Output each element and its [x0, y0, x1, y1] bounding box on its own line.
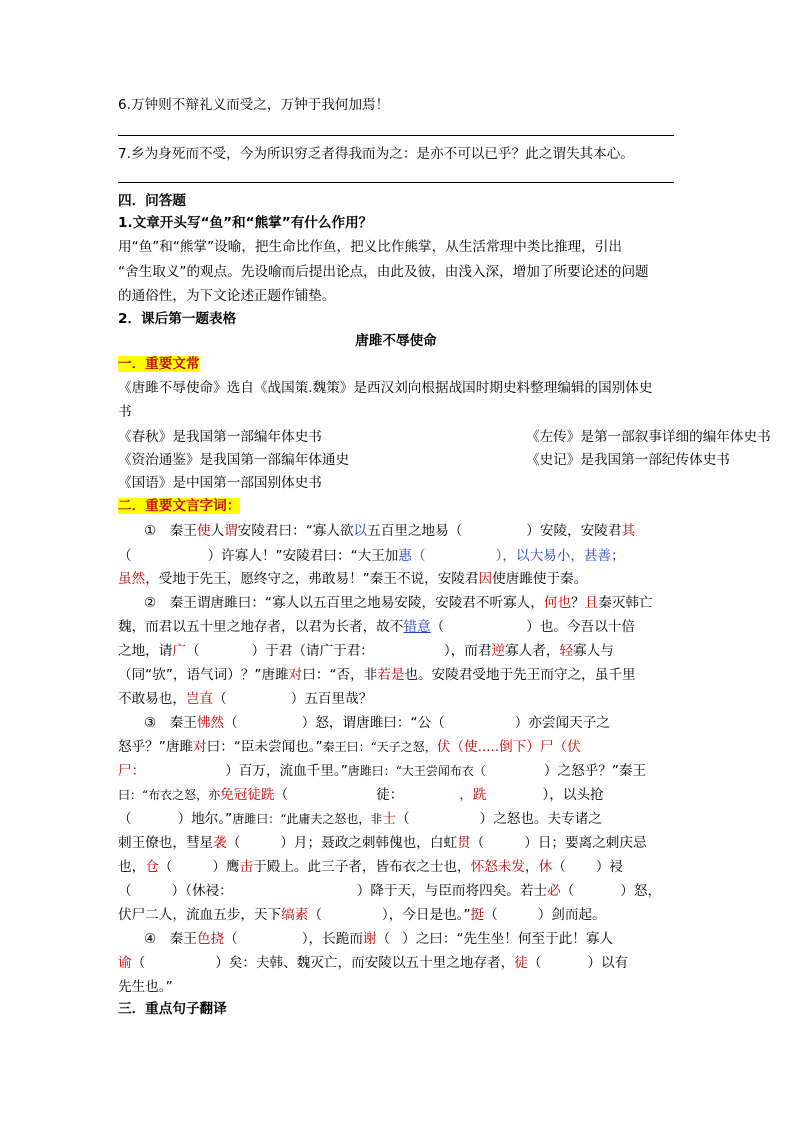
text-span: ）矣：夫韩、魏灭亡，而安陵以五十里之地存者， — [215, 955, 515, 971]
section-heading-translation: 三．重点句子翻译 — [118, 1001, 227, 1017]
text-span: 缟素 — [281, 907, 309, 923]
question-1: 1.文章开头写“鱼”和“熊掌”有什么作用？ — [118, 215, 373, 231]
text-line — [118, 545, 674, 567]
text-span: 虽然 — [118, 571, 146, 587]
text-span: 仓 — [145, 859, 159, 875]
section-heading-literary-knowledge — [118, 353, 674, 375]
text-line: 先生也。” — [118, 979, 173, 995]
sentence-6: 6.万钟则不辩礼义而受之，万钟于我何加焉！ — [118, 97, 390, 113]
text-span: ），长跪而 — [301, 931, 363, 947]
text-span: 怀怒未发 — [470, 859, 526, 875]
text-span: ）之曰：“先生坐！何至于此！寡人 — [402, 931, 614, 947]
text-span: 秦王曰：“天子之怒， — [322, 740, 437, 754]
text-span: （ — [412, 548, 426, 564]
text-span: （ — [158, 859, 173, 875]
text-span: ）于君（请广于君： — [251, 643, 374, 659]
text-span: （ — [224, 931, 238, 947]
text-span: ）百万，流血千里。” — [225, 763, 348, 779]
text-span: 尸： — [118, 763, 146, 779]
text-span: 士 — [382, 811, 396, 827]
text-span: 人 — [210, 523, 225, 539]
text-span: 秦灭韩亡 — [598, 595, 653, 611]
text-line — [118, 426, 771, 448]
text-span: 因 — [478, 571, 493, 587]
text-span: ），今日是也。” — [381, 907, 471, 923]
text-span: 五百里之地易（ — [367, 523, 463, 539]
text-span: 谢 — [362, 931, 377, 947]
answer-line-2: “舍生取义”的观点。先设喻而后提出论点，由此及彼，由浅入深，增加了所要论述的问题 — [118, 264, 649, 280]
text-span: 广 — [172, 643, 186, 659]
text-span: 对 — [193, 739, 207, 755]
text-line — [118, 904, 674, 926]
text-span: 错意 — [403, 619, 431, 635]
text-span: ③ 秦王 — [144, 715, 197, 731]
text-line — [118, 736, 674, 758]
text-span: （ — [527, 955, 542, 971]
text-span: ）地尔。” — [177, 811, 233, 827]
text-line — [118, 449, 730, 471]
text-span: ，跣 — [459, 787, 487, 803]
text-span: ）之怒乎？”秦王 — [543, 763, 647, 779]
text-span: 寡人与 — [573, 643, 614, 659]
text-span: ④ 秦王 — [144, 931, 197, 947]
text-span: 且 — [584, 595, 599, 611]
fact-b: 《左传》是第一部叙事详细的编年体史书 — [526, 429, 771, 445]
text-line — [118, 856, 674, 878]
text-span: 击 — [239, 859, 254, 875]
text-span: （ — [131, 955, 146, 971]
fact-a: 《春秋》是我国第一部编年体史书 — [118, 429, 322, 445]
fact-d: 《史记》是我国第一部纪传体史书 — [526, 452, 730, 468]
answer-line-3: 的通俗性，为下文论述正题作铺垫。 — [118, 288, 336, 304]
text-span: 谕 — [118, 955, 132, 971]
text-span: （ — [560, 883, 575, 899]
lesson-title: 唐雎不辱使命 — [355, 333, 437, 349]
text-span: ）五百里哉？ — [290, 691, 373, 707]
text-span: 唐雎曰：“大王尝闻布衣（ — [347, 764, 486, 778]
text-span: 岂直 — [185, 691, 214, 707]
text-line — [118, 664, 674, 686]
text-span: 以 — [353, 523, 368, 539]
section-heading: 四．问答题 — [118, 193, 186, 209]
text-span: （ — [430, 619, 445, 635]
text-span: ）月；聂政之刺韩傀也，白虹 — [280, 835, 458, 851]
text-span: 徒 — [514, 955, 528, 971]
text-span: 刺王僚也，彗星 — [118, 835, 214, 851]
text-span: 谓 — [224, 523, 238, 539]
text-span: 曰：“布衣之怒，亦 — [118, 788, 221, 802]
text-span: 色挠 — [196, 931, 225, 947]
text-line: 书 — [118, 404, 132, 420]
question-2: 2．课后第一题表格 — [118, 311, 237, 327]
text-span: 免冠徒跣 — [220, 787, 275, 803]
text-span: ？ — [571, 595, 585, 611]
text-line — [118, 784, 674, 806]
text-span: ① 秦王 — [144, 523, 197, 539]
text-span: ， — [525, 859, 539, 875]
text-span: 不敢易也， — [118, 691, 186, 707]
text-span: 对 — [288, 667, 303, 683]
text-span: 贯 — [457, 835, 471, 851]
fact-c: 《资治通鉴》是我国第一部编年体通史 — [118, 452, 350, 468]
text-span: （ — [185, 643, 200, 659]
text-span: 安陵君曰：“寡人欲 — [237, 523, 354, 539]
text-span: 寡人者， — [505, 643, 560, 659]
answer-line — [118, 135, 674, 136]
text-span: （ — [118, 811, 132, 827]
text-span: 也。安陵君受地于先王而守之，虽千里 — [404, 667, 636, 683]
text-span: 何也 — [543, 595, 572, 611]
text-span: 若是 — [377, 667, 405, 683]
text-line — [118, 712, 700, 734]
text-span: ）（休祲： — [171, 883, 233, 899]
text-span: （ — [484, 907, 498, 923]
text-span: ），而君 — [443, 643, 492, 659]
text-span: 袭 — [213, 835, 227, 851]
answer-line — [118, 182, 674, 183]
text-line: 《国语》是中国第一部国别体史书 — [118, 475, 322, 491]
text-line — [118, 808, 674, 830]
text-span: 曰：“臣未尝闻也。” — [206, 739, 323, 755]
text-line — [118, 832, 674, 854]
text-span: 怫然 — [196, 715, 225, 731]
text-span: ）之怒也。夫专诸之 — [479, 811, 602, 827]
text-span: 曰：“否，非 — [302, 667, 378, 683]
text-span: ）鹰 — [212, 859, 240, 875]
text-span: ）降于天，与臣而将四矣。若士 — [356, 883, 548, 899]
text-span: 使 — [196, 523, 211, 539]
text-line — [118, 568, 674, 590]
text-span: 之地，请 — [118, 643, 173, 659]
answer-line-1: 用“鱼”和“熊掌”设喻，把生命比作鱼，把义比作熊掌，从生活常理中类比推理，引出 — [118, 239, 622, 255]
text-span: （ — [213, 691, 227, 707]
text-line — [118, 880, 674, 902]
text-span: 唐雎曰：“此庸夫之怒也，非 — [232, 812, 383, 826]
text-span: ）祲 — [595, 859, 623, 875]
text-span: 休 — [538, 859, 553, 875]
text-span: 使唐雎使于秦。 — [492, 571, 588, 587]
text-span: ）怒，谓唐雎曰：“公（ — [301, 715, 445, 731]
text-span: （ — [470, 835, 485, 851]
text-span: ）也。今吾以十倍 — [526, 619, 635, 635]
text-span: （ — [118, 883, 132, 899]
text-span: ，受地于先王，愿终守之，弗敢易！”秦王不说，安陵君 — [145, 571, 479, 587]
highlight: 一．重要文常 — [118, 356, 200, 372]
highlight: 二．重要文言字词： — [118, 498, 241, 514]
text-span: （ — [226, 835, 241, 851]
sentence-7: 7.乡为身死而不受，今为所识穷乏者得我而为之：是亦不可以已乎？此之谓失其本心。 — [118, 146, 634, 162]
text-span: ），以大易小，甚善； — [495, 548, 625, 564]
text-span: 挺 — [470, 907, 485, 923]
text-span: 逆 — [491, 643, 506, 659]
text-span: （ — [118, 548, 132, 564]
text-line — [118, 520, 700, 542]
section-heading-vocabulary — [118, 495, 674, 517]
text-span: ② 秦王谓唐雎曰：“寡人以五百里之地易安陵，安陵君不听寡人， — [144, 595, 544, 611]
text-span: 伏尸二人，流血五步，天下 — [118, 907, 282, 923]
text-span: ）许寡人！”安陵君曰：“大王加 — [207, 548, 399, 564]
text-line — [118, 688, 674, 710]
text-line — [118, 616, 674, 638]
text-span: 徒： — [376, 787, 404, 803]
text-span: （ — [224, 715, 238, 731]
text-span: （ — [274, 787, 289, 803]
text-span: （ — [552, 859, 566, 875]
text-span: 必 — [547, 883, 561, 899]
text-line — [118, 760, 674, 782]
text-line — [118, 640, 674, 662]
text-span: （同“欤”，语气词）？”唐雎 — [118, 667, 289, 683]
text-span: ），以头抢 — [542, 787, 604, 803]
text-span: ）剑而起。 — [537, 907, 606, 923]
text-span: ）安陵，安陵君 — [526, 523, 622, 539]
text-span: 其 — [621, 523, 636, 539]
text-span: 伏（使.....倒下）尸（伏 — [436, 739, 581, 755]
text-span: ）亦尝闻天子之 — [514, 715, 610, 731]
text-span: 轻 — [559, 643, 574, 659]
text-span: 也， — [118, 859, 146, 875]
text-span: 惠 — [398, 548, 412, 564]
text-span: （ — [395, 811, 410, 827]
text-span: 怒乎？”唐雎 — [118, 739, 194, 755]
text-span: ）以有 — [587, 955, 629, 971]
text-line — [118, 592, 700, 614]
text-line — [118, 928, 700, 950]
text-span: ）怒， — [620, 883, 662, 899]
text-line — [118, 952, 674, 974]
text-span: （ — [376, 931, 391, 947]
text-span: 于殿上。此三子者，皆布衣之士也， — [253, 859, 471, 875]
text-span: 魏，而君以五十里之地存者，以君为长者，故不 — [118, 619, 404, 635]
text-span: （ — [308, 907, 322, 923]
text-span: ）日；要离之刺庆忌 — [524, 835, 647, 851]
text-line: 《唐雎不辱使命》选自《战国策.魏策》是西汉刘向根据战国时期史料整理编辑的国别体史 — [118, 380, 653, 396]
